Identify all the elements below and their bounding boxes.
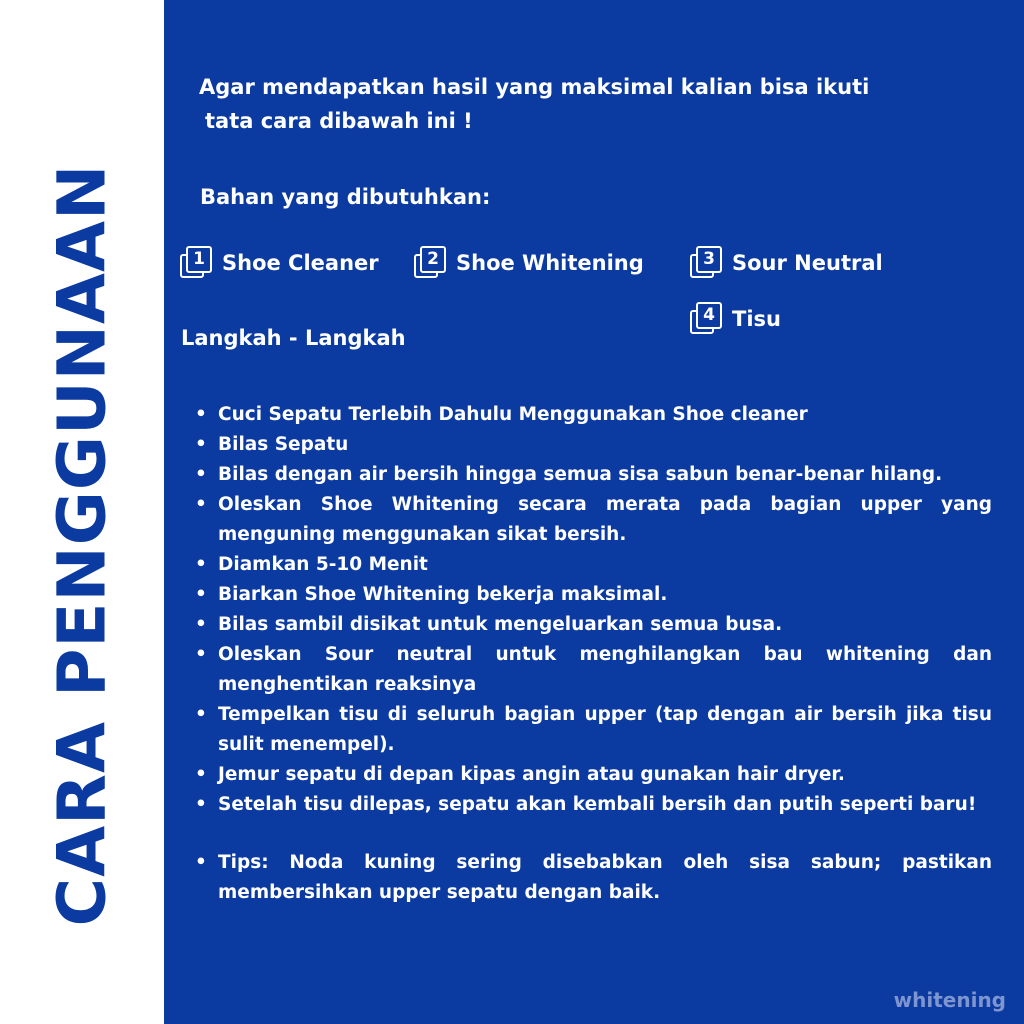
material-item-2 <box>414 246 644 280</box>
number-2-icon: 2 <box>414 246 448 280</box>
step-item: • Biarkan Shoe Whitening bekerja maksimal. <box>184 580 992 610</box>
material-item-4 <box>690 302 781 336</box>
number-4-icon: 4 <box>690 302 724 336</box>
material-label: Tisu <box>732 307 781 331</box>
instruction-panel <box>164 0 1024 1024</box>
tips-item: • Tips: Noda kuning sering disebabkan oleh sisa sabun; pastikan membersihkan upper sepatu dengan baik. <box>184 848 992 908</box>
materials-heading: Bahan yang dibutuhkan: <box>200 185 491 209</box>
step-item: • Bilas sambil disikat untuk mengeluarkan semua busa. <box>184 610 992 640</box>
watermark: whitening <box>893 988 1006 1012</box>
step-item: • Jemur sepatu di depan kipas angin atau gunakan hair dryer. <box>184 760 992 790</box>
step-item: • Tempelkan tisu di seluruh bagian upper (tap dengan air bersih jika tisu sulit menempel). <box>184 700 992 760</box>
step-item: • Oleskan Sour neutral untuk menghilangkan bau whitening dan menghentikan reaksinya <box>184 640 992 700</box>
steps-heading: Langkah - Langkah <box>181 326 406 350</box>
step-item: • Diamkan 5-10 Menit <box>184 550 992 580</box>
number-1-icon: 1 <box>180 246 214 280</box>
intro-line-2: tata cara dibawah ini ! <box>205 109 473 133</box>
side-title: CARA PENGGUNAAN <box>43 163 121 927</box>
steps-list <box>184 400 992 820</box>
step-item: • Bilas dengan air bersih hingga semua sisa sabun benar-benar hilang. <box>184 460 992 490</box>
number-3-icon: 3 <box>690 246 724 280</box>
step-item: • Cuci Sepatu Terlebih Dahulu Menggunakan Shoe cleaner <box>184 400 992 430</box>
intro-line-1: Agar mendapatkan hasil yang maksimal kalian bisa ikuti <box>199 75 870 99</box>
material-item-3 <box>690 246 883 280</box>
material-label: Shoe Whitening <box>456 251 644 275</box>
material-item-1 <box>180 246 379 280</box>
intro-text <box>199 70 959 138</box>
step-item: • Bilas Sepatu <box>184 430 992 460</box>
tips-list <box>184 848 992 908</box>
step-item: • Oleskan Shoe Whitening secara merata pada bagian upper yang menguning menggunakan sikat bersih. <box>184 490 992 550</box>
step-item: • Setelah tisu dilepas, sepatu akan kembali bersih dan putih seperti baru! <box>184 790 992 820</box>
material-label: Sour Neutral <box>732 251 883 275</box>
side-banner <box>0 0 164 1024</box>
material-label: Shoe Cleaner <box>222 251 379 275</box>
